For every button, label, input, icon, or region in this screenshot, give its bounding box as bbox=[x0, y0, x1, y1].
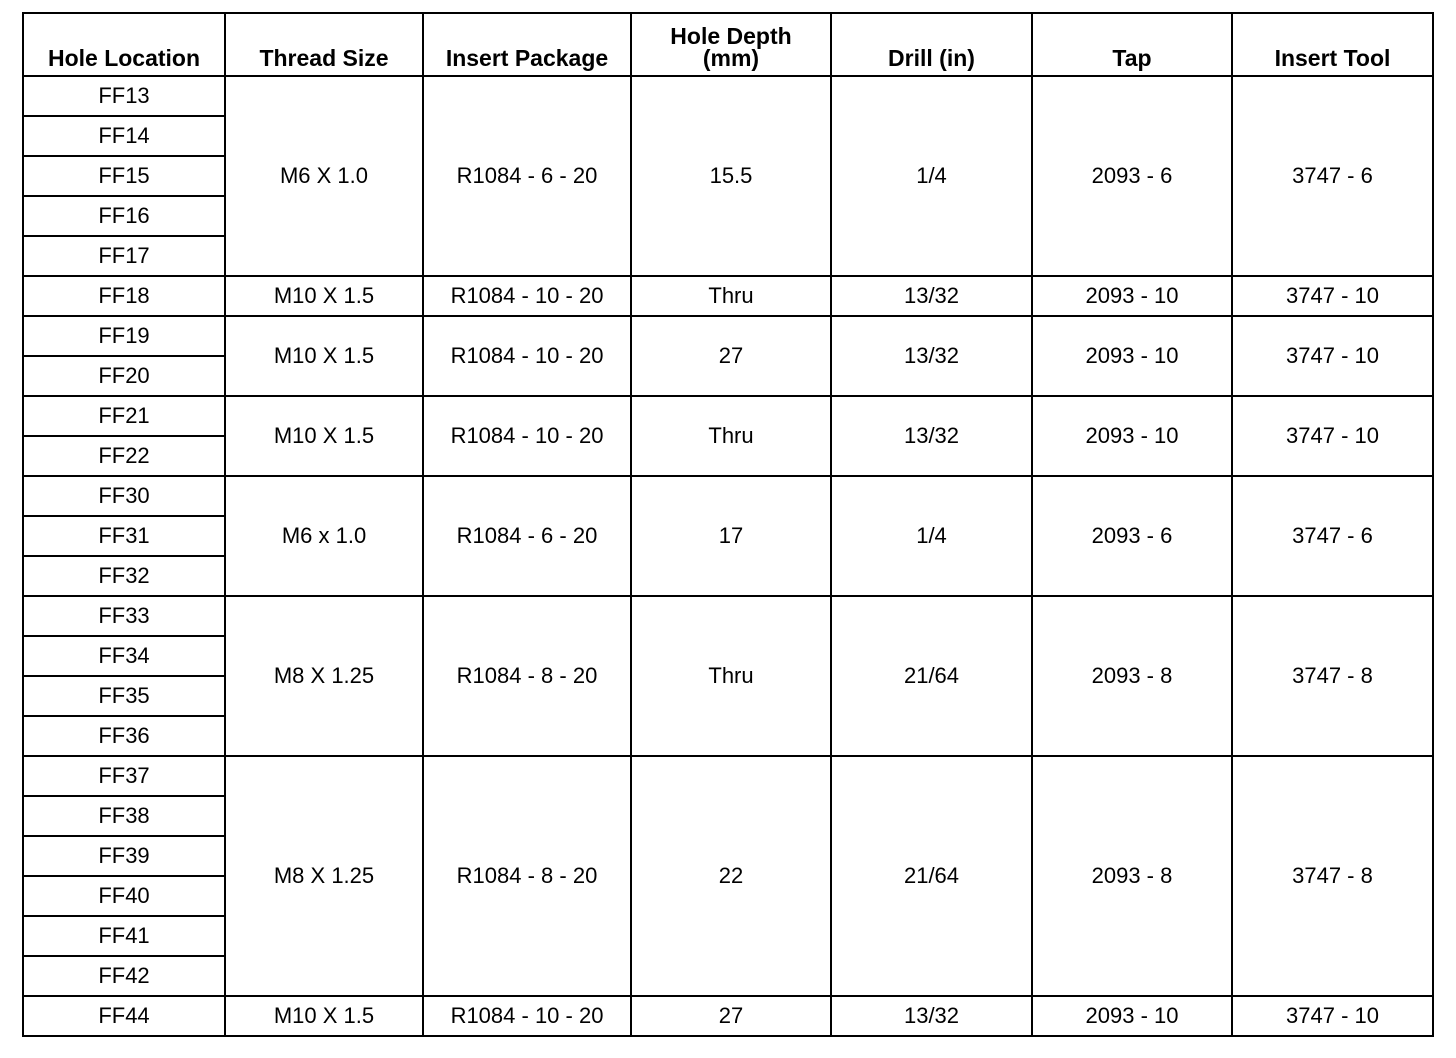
insert-tool-cell: 3747 - 10 bbox=[1232, 996, 1433, 1036]
insert-tool-cell: 3747 - 6 bbox=[1232, 76, 1433, 276]
insert-tool-cell: 3747 - 10 bbox=[1232, 316, 1433, 396]
insert-tool-cell: 3747 - 8 bbox=[1232, 596, 1433, 756]
insert-package-cell: R1084 - 10 - 20 bbox=[423, 396, 631, 476]
hole-location-cell: FF32 bbox=[23, 556, 225, 596]
hole-depth-cell: Thru bbox=[631, 596, 831, 756]
hole-location-cell: FF36 bbox=[23, 716, 225, 756]
insert-package-cell: R1084 - 6 - 20 bbox=[423, 476, 631, 596]
drill-cell: 13/32 bbox=[831, 996, 1032, 1036]
hole-location-cell: FF35 bbox=[23, 676, 225, 716]
drill-cell: 21/64 bbox=[831, 596, 1032, 756]
header-hole-depth-line2: (mm) bbox=[702, 45, 760, 71]
tap-cell: 2093 - 10 bbox=[1032, 276, 1232, 316]
insert-package-cell: R1084 - 10 - 20 bbox=[423, 996, 631, 1036]
table-row bbox=[23, 316, 1433, 356]
table-row bbox=[23, 596, 1433, 636]
hole-spec-table bbox=[22, 12, 1434, 1037]
hole-location-cell: FF20 bbox=[23, 356, 225, 396]
insert-package-cell: R1084 - 10 - 20 bbox=[423, 316, 631, 396]
hole-location-cell: FF38 bbox=[23, 796, 225, 836]
drill-cell: 1/4 bbox=[831, 476, 1032, 596]
hole-location-cell: FF18 bbox=[23, 276, 225, 316]
header-insert-tool: Insert Tool bbox=[1232, 13, 1433, 76]
header-insert-package: Insert Package bbox=[423, 13, 631, 76]
header-drill: Drill (in) bbox=[831, 13, 1032, 76]
thread-size-cell: M6 x 1.0 bbox=[225, 476, 423, 596]
thread-size-cell: M6 X 1.0 bbox=[225, 76, 423, 276]
hole-location-cell: FF33 bbox=[23, 596, 225, 636]
thread-size-cell: M10 X 1.5 bbox=[225, 316, 423, 396]
tap-cell: 2093 - 6 bbox=[1032, 76, 1232, 276]
tap-cell: 2093 - 10 bbox=[1032, 396, 1232, 476]
thread-size-cell: M10 X 1.5 bbox=[225, 996, 423, 1036]
drill-cell: 13/32 bbox=[831, 396, 1032, 476]
thread-size-cell: M8 X 1.25 bbox=[225, 756, 423, 996]
hole-location-cell: FF31 bbox=[23, 516, 225, 556]
hole-location-cell: FF22 bbox=[23, 436, 225, 476]
table-header bbox=[23, 13, 1433, 76]
tap-cell: 2093 - 8 bbox=[1032, 596, 1232, 756]
hole-depth-cell: 15.5 bbox=[631, 76, 831, 276]
hole-location-cell: FF13 bbox=[23, 76, 225, 116]
hole-location-cell: FF41 bbox=[23, 916, 225, 956]
hole-depth-cell: 17 bbox=[631, 476, 831, 596]
table-row bbox=[23, 996, 1433, 1036]
hole-depth-cell: 27 bbox=[631, 996, 831, 1036]
insert-package-cell: R1084 - 6 - 20 bbox=[423, 76, 631, 276]
hole-location-cell: FF39 bbox=[23, 836, 225, 876]
insert-tool-cell: 3747 - 6 bbox=[1232, 476, 1433, 596]
tap-cell: 2093 - 8 bbox=[1032, 756, 1232, 996]
drill-cell: 13/32 bbox=[831, 276, 1032, 316]
hole-location-cell: FF17 bbox=[23, 236, 225, 276]
header-tap: Tap bbox=[1032, 13, 1232, 76]
insert-tool-cell: 3747 - 8 bbox=[1232, 756, 1433, 996]
hole-location-cell: FF34 bbox=[23, 636, 225, 676]
table-row bbox=[23, 76, 1433, 116]
header-row bbox=[23, 13, 1433, 76]
hole-depth-cell: Thru bbox=[631, 396, 831, 476]
table-row bbox=[23, 756, 1433, 796]
drill-cell: 1/4 bbox=[831, 76, 1032, 276]
tap-cell: 2093 - 10 bbox=[1032, 316, 1232, 396]
drill-cell: 13/32 bbox=[831, 316, 1032, 396]
hole-location-cell: FF21 bbox=[23, 396, 225, 436]
tap-cell: 2093 - 6 bbox=[1032, 476, 1232, 596]
header-hole-depth-line1: Hole Depth bbox=[670, 23, 792, 49]
hole-location-cell: FF42 bbox=[23, 956, 225, 996]
thread-size-cell: M8 X 1.25 bbox=[225, 596, 423, 756]
insert-tool-cell: 3747 - 10 bbox=[1232, 396, 1433, 476]
hole-depth-cell: 27 bbox=[631, 316, 831, 396]
hole-depth-cell: 22 bbox=[631, 756, 831, 996]
header-hole-location: Hole Location bbox=[23, 13, 225, 76]
drill-cell: 21/64 bbox=[831, 756, 1032, 996]
table-row bbox=[23, 396, 1433, 436]
insert-package-cell: R1084 - 8 - 20 bbox=[423, 596, 631, 756]
insert-package-cell: R1084 - 8 - 20 bbox=[423, 756, 631, 996]
hole-location-cell: FF16 bbox=[23, 196, 225, 236]
hole-location-cell: FF37 bbox=[23, 756, 225, 796]
table-row bbox=[23, 276, 1433, 316]
hole-location-cell: FF15 bbox=[23, 156, 225, 196]
hole-location-cell: FF14 bbox=[23, 116, 225, 156]
hole-location-cell: FF44 bbox=[23, 996, 225, 1036]
table-row bbox=[23, 476, 1433, 516]
header-thread-size: Thread Size bbox=[225, 13, 423, 76]
hole-location-cell: FF30 bbox=[23, 476, 225, 516]
insert-package-cell: R1084 - 10 - 20 bbox=[423, 276, 631, 316]
hole-depth-cell: Thru bbox=[631, 276, 831, 316]
hole-location-cell: FF19 bbox=[23, 316, 225, 356]
insert-tool-cell: 3747 - 10 bbox=[1232, 276, 1433, 316]
hole-location-cell: FF40 bbox=[23, 876, 225, 916]
tap-cell: 2093 - 10 bbox=[1032, 996, 1232, 1036]
table-body bbox=[23, 76, 1433, 1036]
thread-size-cell: M10 X 1.5 bbox=[225, 276, 423, 316]
thread-size-cell: M10 X 1.5 bbox=[225, 396, 423, 476]
header-hole-depth bbox=[631, 13, 831, 76]
